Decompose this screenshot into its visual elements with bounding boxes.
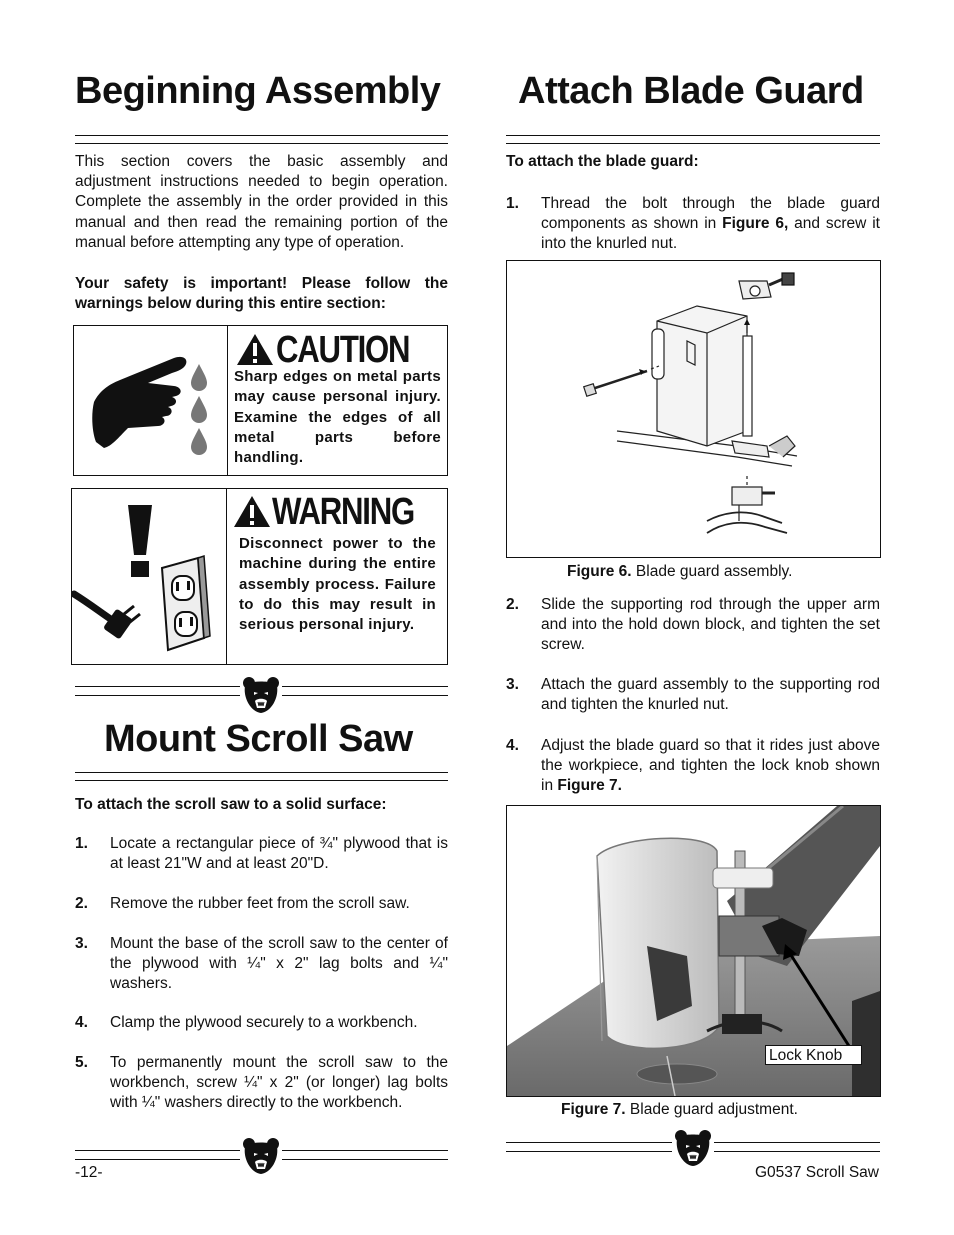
bear-logo-icon <box>241 1137 281 1175</box>
divider-rule <box>714 1151 880 1152</box>
blade-guard-exploded-diagram <box>507 261 880 557</box>
blade-guard-step-3: 3. Attach the guard assembly to the supporting rod and tighten the knurled nut. <box>506 676 880 714</box>
alert-triangle-icon <box>236 333 274 366</box>
divider-rule <box>714 1142 880 1143</box>
divider-rule <box>75 1150 240 1151</box>
warning-box <box>71 488 448 665</box>
figure-6-caption: Figure 6. Blade guard assembly. <box>567 563 793 580</box>
section-rule <box>75 772 448 781</box>
divider-rule <box>75 695 240 696</box>
blade-guard-step-4: 4. Adjust the blade guard so that it rides just above the workpiece, and tighten the lock knob shown in Figure 7. <box>506 737 880 795</box>
attach-blade-guard-title: Attach Blade Guard <box>518 70 864 112</box>
page-number: -12- <box>75 1164 103 1181</box>
divider-rule <box>282 686 448 687</box>
model-footer: G0537 Scroll Saw <box>754 1164 879 1181</box>
plug-outlet-icon <box>72 554 222 664</box>
alert-triangle-icon <box>233 495 271 528</box>
mount-step-4: 4. Clamp the plywood securely to a workbench. <box>75 1014 418 1031</box>
blade-guard-step-1: 1. Thread the bolt through the blade guard components as shown in Figure 6, and screw it into the knurled nut. <box>506 195 880 253</box>
figure-7-image <box>506 805 881 1097</box>
figure-7-caption: Figure 7. Blade guard adjustment. <box>561 1101 798 1118</box>
mount-step-5: 5. To permanently mount the scroll saw to the workbench, screw ¼" x 2" (or longer) lag bolts with ¼" washers directly to the workbench. <box>75 1054 448 1112</box>
caution-box <box>73 325 448 476</box>
blade-guard-step-2: 2. Slide the supporting rod through the upper arm and into the hold down block, and tighten the set screw. <box>506 596 880 654</box>
hand-cut-icon <box>88 346 213 461</box>
divider-rule <box>282 1159 448 1160</box>
bear-logo-icon <box>673 1129 713 1167</box>
bear-logo-icon <box>241 676 281 714</box>
mount-scroll-saw-title: Mount Scroll Saw <box>104 718 413 760</box>
warning-signal-word: WARNING <box>272 491 414 533</box>
warning-text: Disconnect power to the machine during the entire assembly process. Failure to do this may result in serious personal injury. <box>239 535 436 634</box>
mount-subtitle: To attach the scroll saw to a solid surface: <box>75 796 387 813</box>
divider-rule <box>506 1151 672 1152</box>
lock-knob-callout: Lock Knob <box>765 1045 862 1065</box>
caution-text: Sharp edges on metal parts may cause personal injury. Examine the edges of all metal parts before handling. <box>234 368 441 467</box>
divider-rule <box>282 1150 448 1151</box>
divider-rule <box>506 1142 672 1143</box>
beginning-assembly-title: Beginning Assembly <box>75 70 441 112</box>
mount-step-2: 2. Remove the rubber feet from the scroll saw. <box>75 895 410 912</box>
section-rule <box>75 135 448 144</box>
figure-6-image <box>506 260 881 558</box>
section-rule <box>506 135 880 144</box>
intro-paragraph: This section covers the basic assembly and adjustment instructions needed to begin operation. Complete the assembly in the order provided in this manual and then read the remaining portion of the manual before attempting any type of operation. <box>75 153 448 251</box>
blade-guard-subtitle: To attach the blade guard: <box>506 153 699 170</box>
safety-paragraph: Your safety is important! Please follow the warnings below during this entire section: <box>75 275 448 313</box>
mount-step-1: 1. Locate a rectangular piece of ¾" plywood that is at least 21"W and at least 20"D. <box>75 835 448 873</box>
mount-step-3: 3. Mount the base of the scroll saw to the center of the plywood with ¼" x 2" lag bolts and ¼" washers. <box>75 935 448 993</box>
divider-rule <box>75 686 240 687</box>
divider-rule <box>75 1159 240 1160</box>
divider-rule <box>282 695 448 696</box>
caution-signal-word: CAUTION <box>276 329 410 371</box>
